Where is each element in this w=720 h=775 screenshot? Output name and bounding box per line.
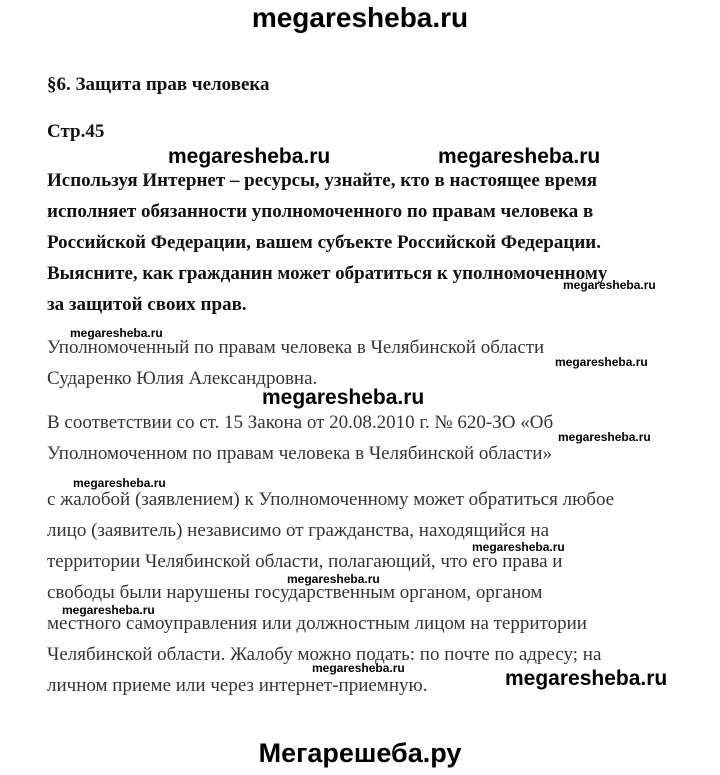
watermark: megaresheba.ru: [262, 386, 425, 409]
answer-line: Уполномоченный по правам человека в Челябинской области: [47, 337, 545, 358]
section-title: §6. Защита прав человека: [47, 74, 270, 95]
site-header: megaresheba.ru: [251, 2, 469, 33]
watermark: megaresheba.ru: [438, 145, 601, 168]
watermark: megaresheba.ru: [505, 667, 668, 690]
watermark: megaresheba.ru: [472, 540, 565, 554]
site-footer: Мегарешеба.ру: [258, 738, 462, 768]
answer-paragraph-1: [47, 332, 544, 394]
watermark: megaresheba.ru: [73, 476, 166, 490]
task-line: Российской Федерации, вашем субъекте Российской Федерации.: [47, 232, 601, 253]
watermark: megaresheba.ru: [168, 145, 331, 168]
answer-paragraph-2: [47, 407, 553, 469]
task-line: исполняет обязанности уполномоченного по правам человека в: [47, 201, 594, 222]
answer-line: Челябинской области. Жалобу можно подать: по почте по адресу; на: [47, 644, 602, 665]
answer-line: личном приеме или через интернет-приемную.: [47, 675, 428, 696]
answer-line: Уполномоченном по правам человека в Челябинской области»: [47, 443, 552, 464]
watermark: megaresheba.ru: [555, 355, 648, 369]
answer-line: территории Челябинской области, полагающий, что его права и: [47, 551, 563, 572]
watermark: megaresheba.ru: [287, 572, 380, 586]
answer-line: лицо (заявитель) независимо от гражданства, находящийся на: [47, 520, 549, 541]
answer-line: Сударенко Юлия Александровна.: [47, 368, 318, 389]
answer-line: свободы были нарушены государственным органом, органом: [47, 582, 543, 603]
answer-line: местного самоуправления или должностным лицом на территории: [47, 613, 587, 634]
page-label: Стр.45: [47, 121, 105, 142]
watermark: megaresheba.ru: [312, 661, 405, 675]
task-text: [47, 165, 607, 320]
task-line: Используя Интернет – ресурсы, узнайте, кто в настоящее время: [47, 170, 598, 191]
watermark: megaresheba.ru: [62, 603, 155, 617]
watermark: megaresheba.ru: [558, 430, 651, 444]
watermark: megaresheba.ru: [563, 278, 656, 292]
answer-line: В соответствии со ст. 15 Закона от 20.08.2010 г. № 620-ЗО «Об: [47, 412, 554, 433]
task-line: за защитой своих прав.: [47, 294, 247, 315]
watermark: megaresheba.ru: [70, 326, 163, 340]
answer-line: с жалобой (заявлением) к Уполномоченному может обратиться любое: [47, 489, 615, 510]
task-line: Выясните, как гражданин может обратиться к уполномоченному: [47, 263, 608, 284]
